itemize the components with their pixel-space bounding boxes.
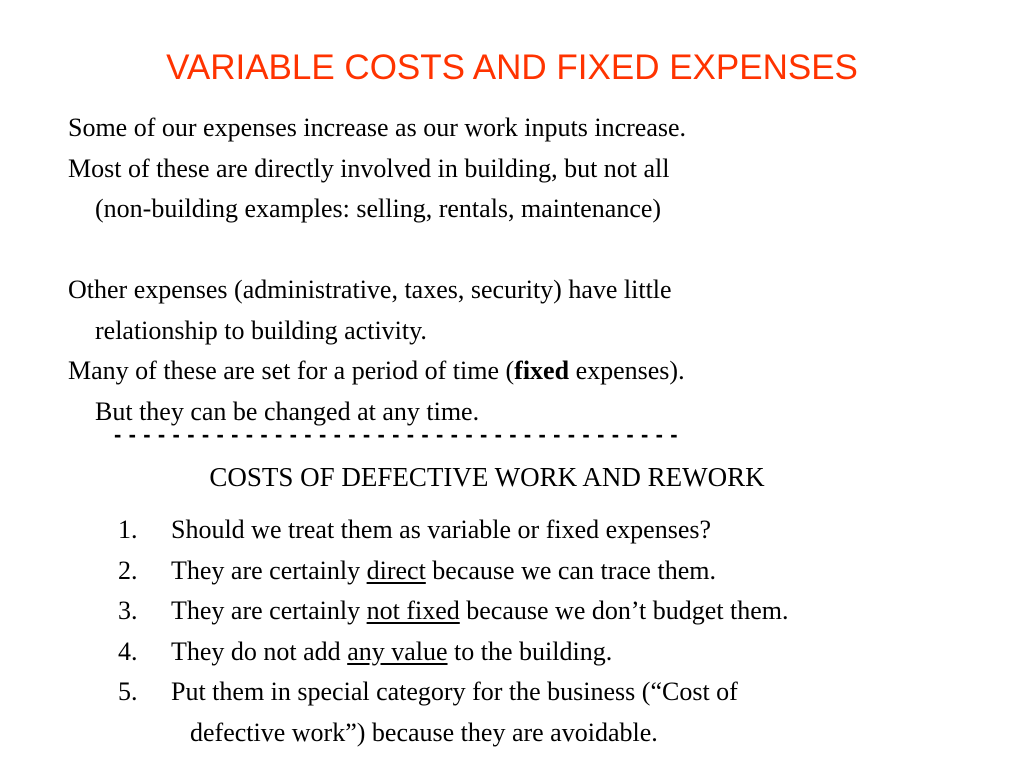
intro-line: (non-building examples: selling, rentals, maintenance): [95, 194, 662, 223]
intro-line: Most of these are directly involved in building, but not all: [68, 153, 670, 183]
list-item: [118, 672, 1008, 713]
list-text-post: because we don’t budget them.: [459, 596, 789, 625]
dashed-divider: - - - - - - - - - - - - - - - - - - - - - - - - - - - - - - - - - - - - - - -: [114, 422, 679, 447]
list-item: [118, 510, 1008, 551]
underlined-term: not fixed: [366, 596, 460, 625]
list-text-post: because we can trace them.: [425, 555, 716, 585]
paragraph-gap: [68, 230, 1008, 271]
list-text: [171, 510, 711, 551]
list-text: [171, 591, 789, 632]
intro-line: relationship to building activity.: [95, 315, 427, 345]
intro-line: Other expenses (administrative, taxes, security) have little: [68, 275, 672, 304]
list-number: 5.: [118, 677, 138, 706]
list-number: 3.: [118, 596, 138, 625]
intro-text-block: [68, 108, 1008, 432]
intro-line: [68, 351, 1008, 392]
list-text: [171, 551, 716, 592]
list-number: 2.: [118, 555, 138, 585]
list-text: [171, 632, 612, 673]
list-text-pre: Should we treat them as variable or fixed expenses?: [171, 515, 712, 544]
list-text-pre: They do not add: [171, 636, 348, 666]
section-title: [0, 457, 974, 497]
slide-title-text: VARIABLE COSTS AND FIXED EXPENSES: [166, 48, 858, 87]
list-text-pre: Put them in special category for the business (“Cost of: [171, 677, 738, 706]
underlined-term: direct: [366, 555, 426, 585]
fixed-emphasis: fixed: [514, 356, 570, 385]
list-text-pre: They are certainly: [171, 596, 367, 625]
intro-line-pre: Many of these are set for a period of time (: [68, 356, 515, 385]
slide-title: [0, 46, 1024, 90]
underlined-term: any value: [347, 636, 448, 666]
list-number: 1.: [118, 515, 138, 544]
list-item: [118, 632, 1008, 673]
list-text: [171, 672, 738, 713]
list-text-post: to the building.: [447, 636, 613, 666]
intro-line-post: expenses).: [569, 356, 685, 385]
list-item: [118, 591, 1008, 632]
list-text-pre: They are certainly: [171, 555, 367, 585]
intro-line: Some of our expenses increase as our work inputs increase.: [68, 113, 687, 142]
section-title-text: COSTS OF DEFECTIVE WORK AND REWORK: [209, 462, 765, 492]
numbered-list: [118, 510, 1008, 753]
list-number: 4.: [118, 636, 138, 666]
intro-line: But they can be changed at any time.: [95, 396, 480, 426]
list-item-continuation: defective work”) because they are avoidable.: [190, 717, 658, 747]
list-item: [118, 551, 1008, 592]
